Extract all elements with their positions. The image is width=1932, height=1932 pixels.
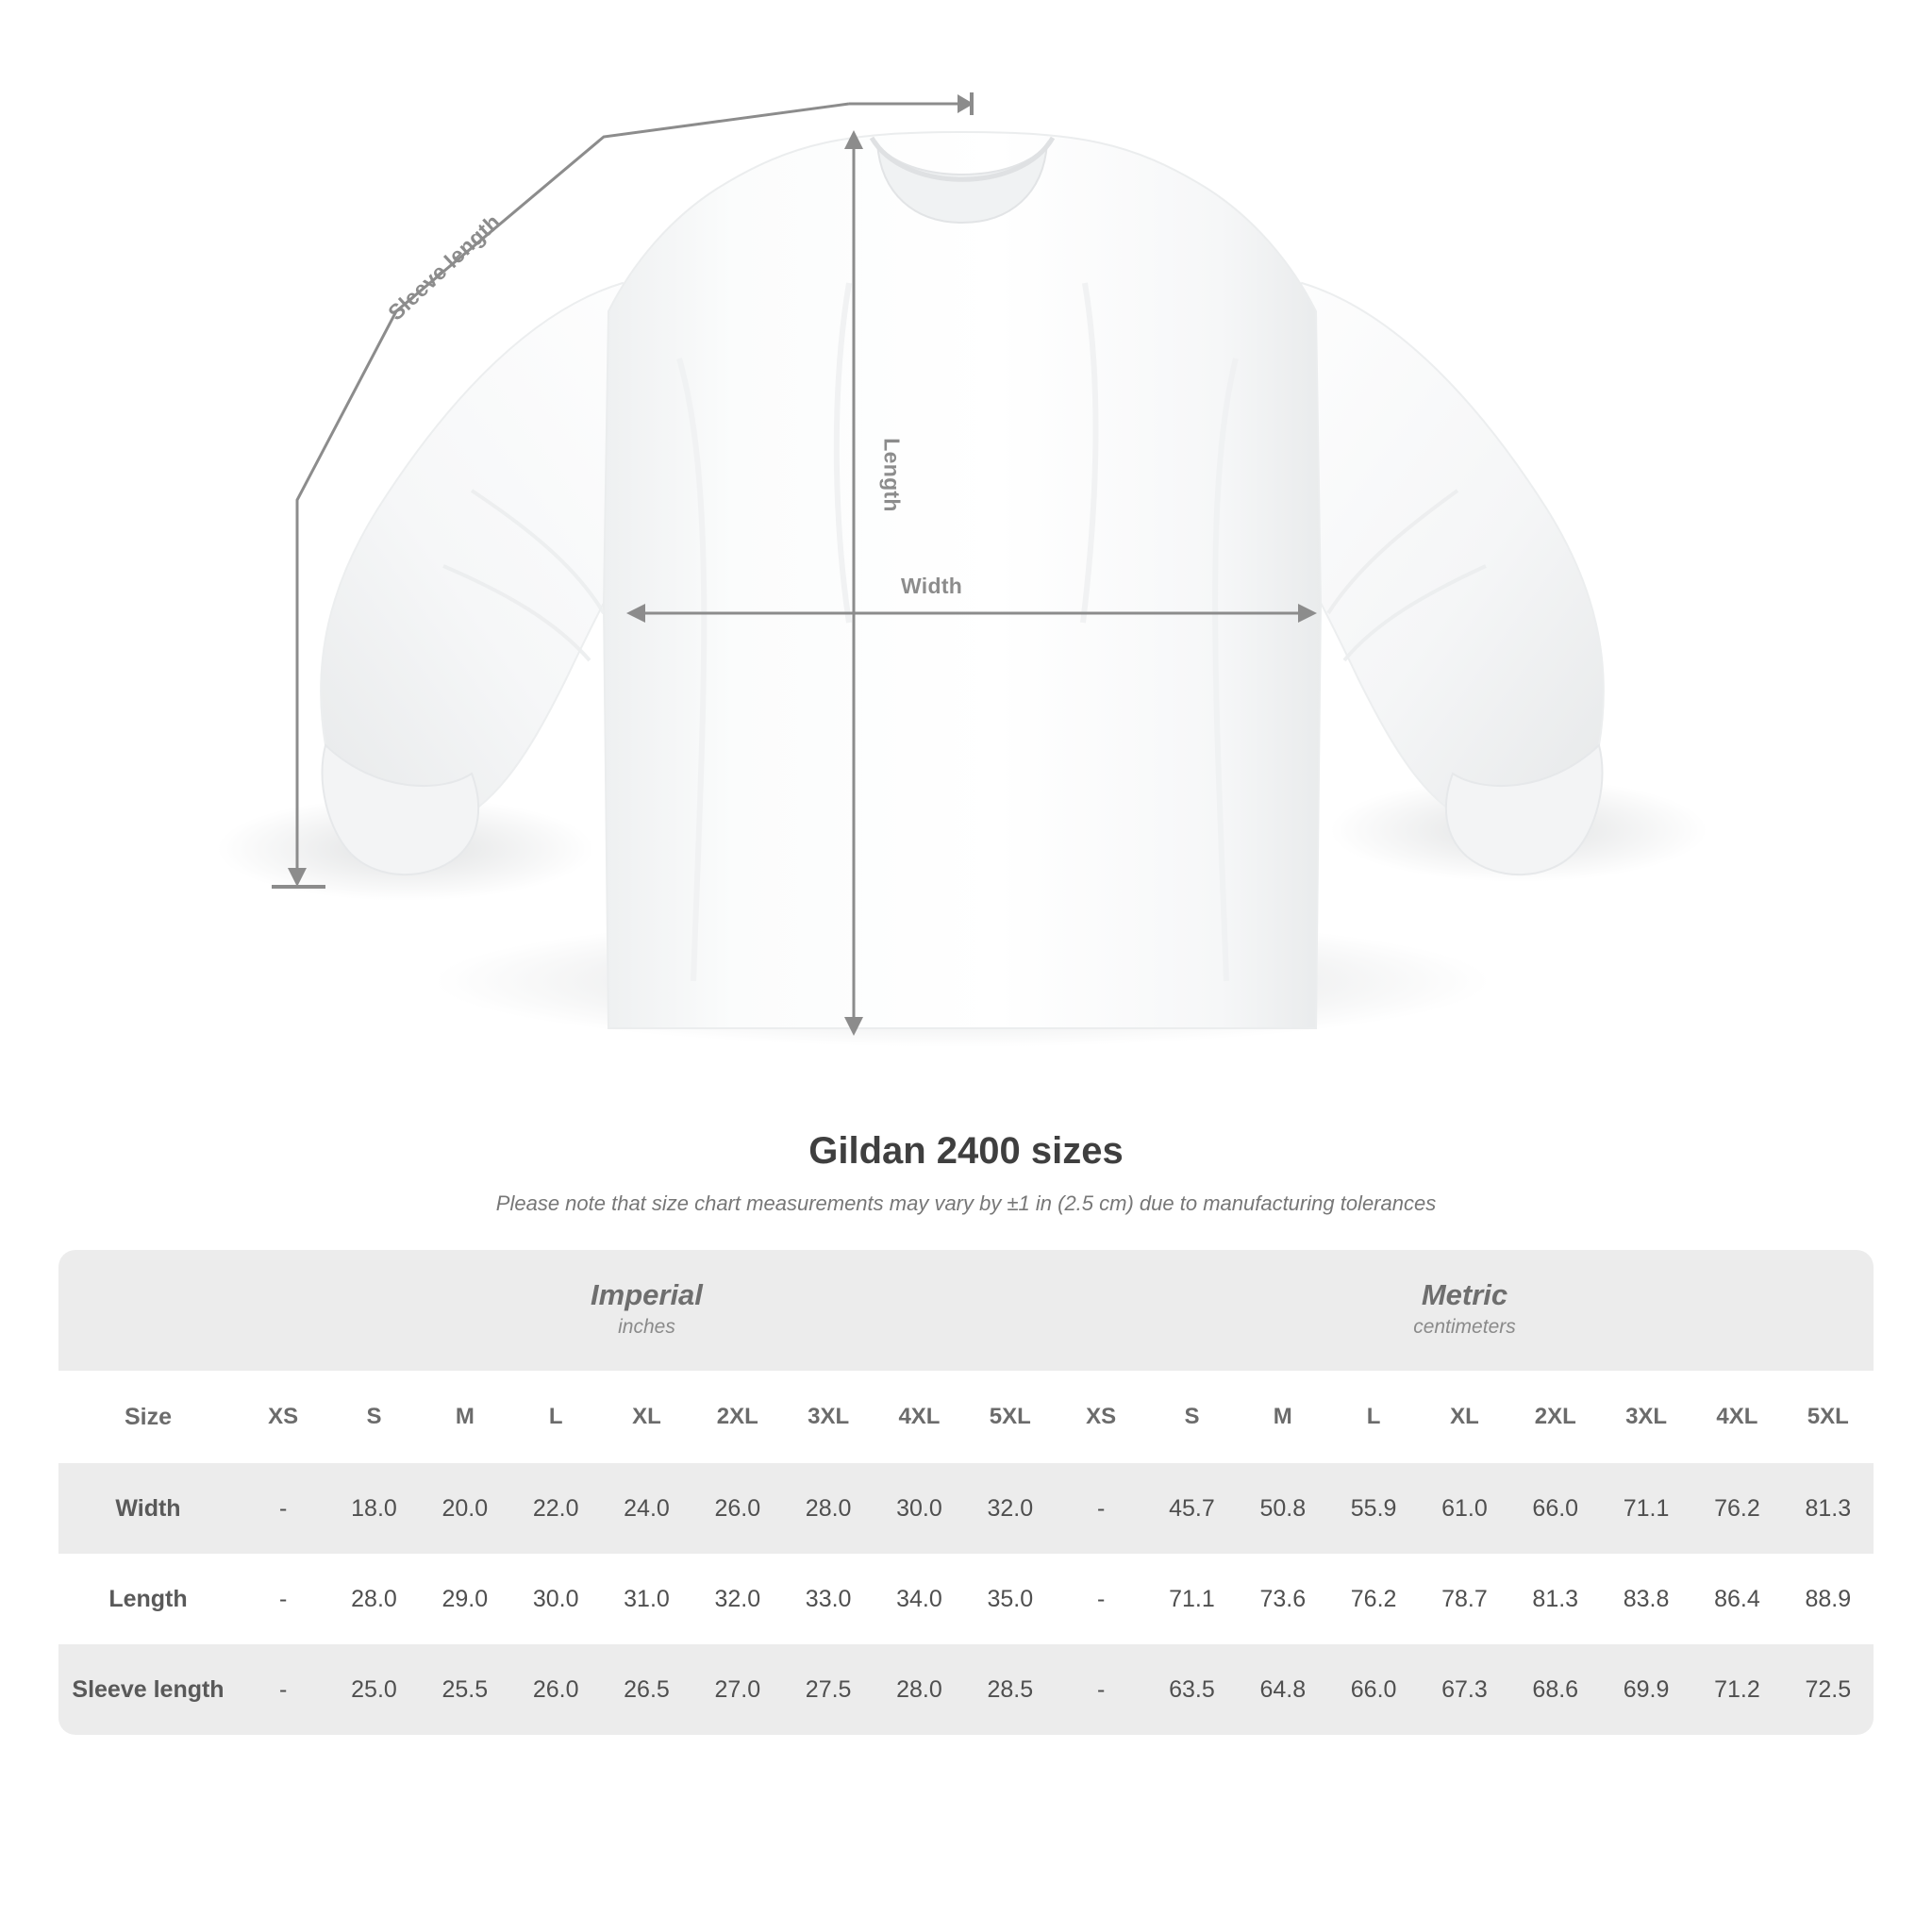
row-label-sleeve-length: Sleeve length bbox=[58, 1644, 238, 1735]
length-imperial-2xl: 32.0 bbox=[692, 1554, 783, 1644]
size-header-cell: Size bbox=[58, 1371, 238, 1463]
sleeve-imperial-5xl: 28.5 bbox=[965, 1644, 1056, 1735]
sleeve-imperial-3xl: 27.5 bbox=[783, 1644, 874, 1735]
width-metric-5xl: 81.3 bbox=[1783, 1463, 1874, 1554]
sleeve-metric-5xl: 72.5 bbox=[1783, 1644, 1874, 1735]
metric-subtitle: centimeters bbox=[1413, 1316, 1516, 1339]
sleeve-metric-xs: - bbox=[1056, 1644, 1146, 1735]
size-cell-imperial-4xl: 4XL bbox=[874, 1371, 964, 1463]
table-row bbox=[58, 1463, 1874, 1554]
length-imperial-xl: 31.0 bbox=[601, 1554, 691, 1644]
size-cell-imperial-s: S bbox=[328, 1371, 419, 1463]
width-label: Width bbox=[901, 574, 963, 598]
length-imperial-m: 29.0 bbox=[420, 1554, 510, 1644]
length-metric-l: 76.2 bbox=[1328, 1554, 1419, 1644]
width-imperial-3xl: 28.0 bbox=[783, 1463, 874, 1554]
size-table-wrapper bbox=[58, 1250, 1874, 1735]
size-header-row bbox=[58, 1371, 1874, 1463]
width-imperial-5xl: 32.0 bbox=[965, 1463, 1056, 1554]
sleeve-length-label: Sleeve length bbox=[383, 208, 506, 325]
width-metric-2xl: 66.0 bbox=[1510, 1463, 1601, 1554]
size-cell-imperial-xs: XS bbox=[238, 1371, 328, 1463]
size-cell-imperial-xl: XL bbox=[601, 1371, 691, 1463]
length-metric-s: 71.1 bbox=[1146, 1554, 1237, 1644]
size-cell-imperial-3xl: 3XL bbox=[783, 1371, 874, 1463]
length-label: Length bbox=[879, 438, 905, 512]
sleeve-metric-2xl: 68.6 bbox=[1510, 1644, 1601, 1735]
size-cell-imperial-5xl: 5XL bbox=[965, 1371, 1056, 1463]
size-cell-metric-xl: XL bbox=[1419, 1371, 1509, 1463]
length-imperial-xs: - bbox=[238, 1554, 328, 1644]
sleeve-metric-m: 64.8 bbox=[1238, 1644, 1328, 1735]
sleeve-imperial-xl: 26.5 bbox=[601, 1644, 691, 1735]
sleeve-metric-s: 63.5 bbox=[1146, 1644, 1237, 1735]
sleeve-metric-3xl: 69.9 bbox=[1601, 1644, 1691, 1735]
length-metric-5xl: 88.9 bbox=[1783, 1554, 1874, 1644]
metric-group-cell bbox=[1056, 1250, 1874, 1371]
table-row bbox=[58, 1554, 1874, 1644]
unit-spacer-cell bbox=[58, 1250, 238, 1371]
width-imperial-s: 18.0 bbox=[328, 1463, 419, 1554]
sleeve-imperial-m: 25.5 bbox=[420, 1644, 510, 1735]
sleeve-imperial-xs: - bbox=[238, 1644, 328, 1735]
size-table bbox=[58, 1250, 1874, 1735]
width-imperial-xs: - bbox=[238, 1463, 328, 1554]
sleeve-imperial-4xl: 28.0 bbox=[874, 1644, 964, 1735]
metric-title: Metric bbox=[1421, 1278, 1508, 1312]
imperial-title: Imperial bbox=[591, 1278, 703, 1312]
tolerance-note: Please note that size chart measurements may vary by ±1 in (2.5 cm) due to manufacturing tolerances bbox=[495, 1191, 1437, 1215]
size-cell-metric-3xl: 3XL bbox=[1601, 1371, 1691, 1463]
table-row bbox=[58, 1644, 1874, 1735]
length-metric-2xl: 81.3 bbox=[1510, 1554, 1601, 1644]
width-imperial-4xl: 30.0 bbox=[874, 1463, 964, 1554]
length-imperial-4xl: 34.0 bbox=[874, 1554, 964, 1644]
size-cell-metric-5xl: 5XL bbox=[1783, 1371, 1874, 1463]
length-imperial-s: 28.0 bbox=[328, 1554, 419, 1644]
width-metric-xl: 61.0 bbox=[1419, 1463, 1509, 1554]
row-label-width: Width bbox=[58, 1463, 238, 1554]
width-metric-m: 50.8 bbox=[1238, 1463, 1328, 1554]
length-imperial-5xl: 35.0 bbox=[965, 1554, 1056, 1644]
size-cell-metric-l: L bbox=[1328, 1371, 1419, 1463]
size-cell-imperial-l: L bbox=[510, 1371, 601, 1463]
size-cell-metric-xs: XS bbox=[1056, 1371, 1146, 1463]
sleeve-metric-l: 66.0 bbox=[1328, 1644, 1419, 1735]
imperial-subtitle: inches bbox=[618, 1316, 675, 1339]
width-metric-4xl: 76.2 bbox=[1691, 1463, 1782, 1554]
width-imperial-m: 20.0 bbox=[420, 1463, 510, 1554]
width-metric-s: 45.7 bbox=[1146, 1463, 1237, 1554]
width-metric-xs: - bbox=[1056, 1463, 1146, 1554]
size-cell-imperial-m: M bbox=[420, 1371, 510, 1463]
sleeve-imperial-s: 25.0 bbox=[328, 1644, 419, 1735]
width-imperial-l: 22.0 bbox=[510, 1463, 601, 1554]
chart-caption bbox=[0, 1130, 1932, 1216]
sleeve-imperial-l: 26.0 bbox=[510, 1644, 601, 1735]
length-imperial-3xl: 33.0 bbox=[783, 1554, 874, 1644]
sleeve-metric-xl: 67.3 bbox=[1419, 1644, 1509, 1735]
unit-group-row bbox=[58, 1250, 1874, 1371]
width-imperial-2xl: 26.0 bbox=[692, 1463, 783, 1554]
size-cell-metric-m: M bbox=[1238, 1371, 1328, 1463]
sleeve-metric-4xl: 71.2 bbox=[1691, 1644, 1782, 1735]
row-label-length: Length bbox=[58, 1554, 238, 1644]
width-imperial-xl: 24.0 bbox=[601, 1463, 691, 1554]
size-cell-metric-s: S bbox=[1146, 1371, 1237, 1463]
size-cell-metric-2xl: 2XL bbox=[1510, 1371, 1601, 1463]
length-metric-3xl: 83.8 bbox=[1601, 1554, 1691, 1644]
sleeve-imperial-2xl: 27.0 bbox=[692, 1644, 783, 1735]
width-metric-l: 55.9 bbox=[1328, 1463, 1419, 1554]
length-metric-xs: - bbox=[1056, 1554, 1146, 1644]
page-title: Gildan 2400 sizes bbox=[808, 1130, 1124, 1172]
size-cell-metric-4xl: 4XL bbox=[1691, 1371, 1782, 1463]
width-metric-3xl: 71.1 bbox=[1601, 1463, 1691, 1554]
imperial-group-cell bbox=[238, 1250, 1056, 1371]
length-metric-xl: 78.7 bbox=[1419, 1554, 1509, 1644]
length-imperial-l: 30.0 bbox=[510, 1554, 601, 1644]
length-metric-m: 73.6 bbox=[1238, 1554, 1328, 1644]
length-metric-4xl: 86.4 bbox=[1691, 1554, 1782, 1644]
size-cell-imperial-2xl: 2XL bbox=[692, 1371, 783, 1463]
